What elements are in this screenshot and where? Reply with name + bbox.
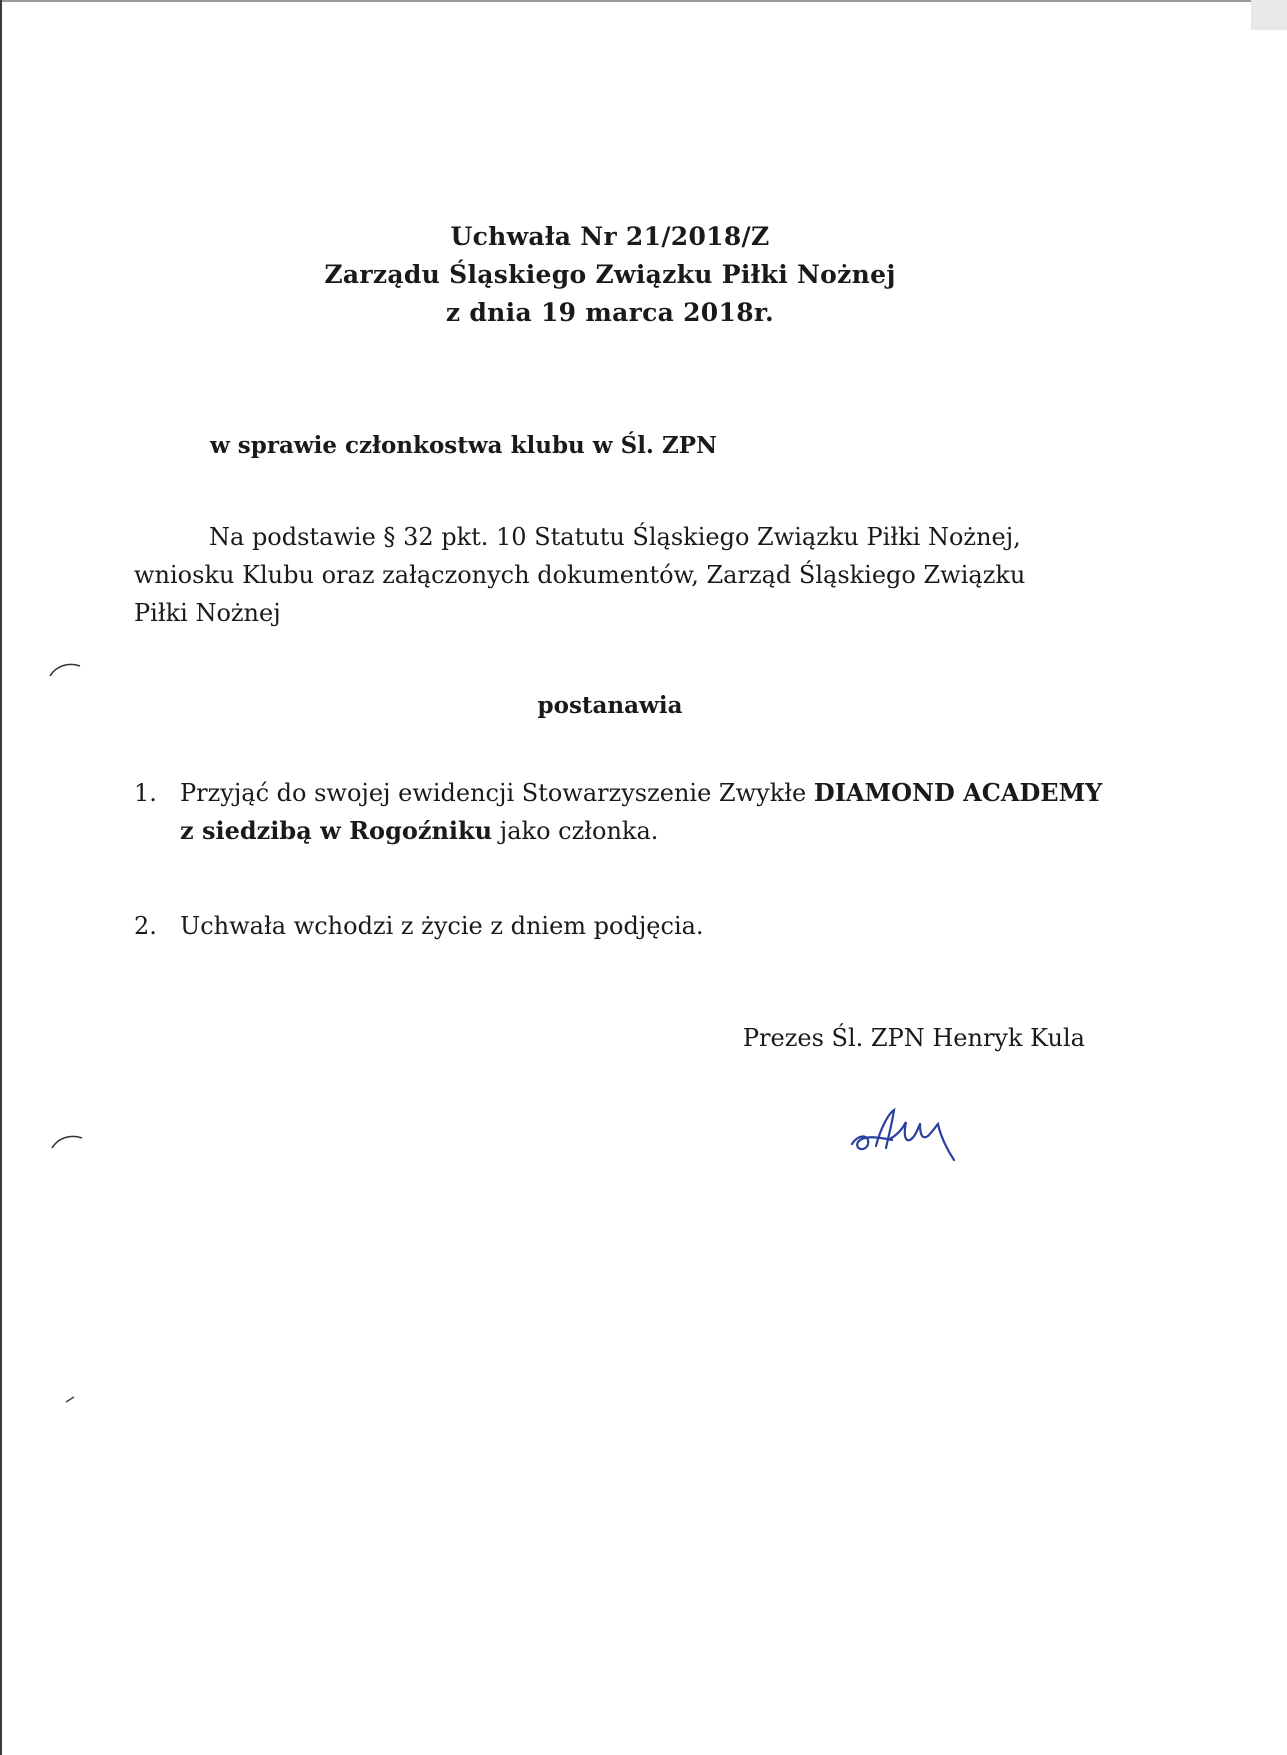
punch-hole-mark-icon (50, 1132, 86, 1150)
preamble-line-1: Na podstawie § 32 pkt. 10 Statutu Śląskiego Związku Piłki Nożnej, (209, 523, 1021, 551)
scan-corner (1251, 0, 1287, 30)
list-item-number: 2. (134, 912, 157, 940)
preamble-paragraph (134, 518, 1088, 632)
list-item (134, 907, 1094, 947)
punch-hole-mark-icon (48, 660, 84, 678)
club-location: z siedzibą w Rogoźniku (180, 816, 493, 845)
decision-heading: postanawia (537, 692, 683, 719)
list-item-text: Uchwała wchodzi z życie z dniem podjęcia. (180, 912, 704, 940)
list-item-number: 1. (134, 779, 157, 807)
document-title (0, 218, 1220, 332)
club-name: DIAMOND ACADEMY (813, 778, 1103, 807)
scan-edge-top (0, 0, 1287, 2)
title-line-3: z dnia 19 marca 2018r. (445, 298, 775, 327)
list-item-text-end: jako członka. (492, 817, 659, 845)
title-line-1: Uchwała Nr 21/2018/Z (450, 222, 770, 251)
list-item (134, 774, 1103, 854)
handwritten-signature-icon (848, 1100, 963, 1170)
preamble-line-3: Piłki Nożnej (134, 599, 281, 627)
scan-speck-icon (64, 1394, 78, 1404)
title-line-2: Zarządu Śląskiego Związku Piłki Nożnej (324, 260, 896, 289)
signer-name: Prezes Śl. ZPN Henryk Kula (742, 1024, 1085, 1052)
document-subject: w sprawie członkostwa klubu w Śl. ZPN (210, 432, 718, 459)
preamble-line-2: wniosku Klubu oraz załączonych dokumentów, Zarząd Śląskiego Związku (134, 561, 1026, 589)
list-item-text: Przyjąć do swojej ewidencji Stowarzyszenie Zwykłe (180, 779, 814, 807)
